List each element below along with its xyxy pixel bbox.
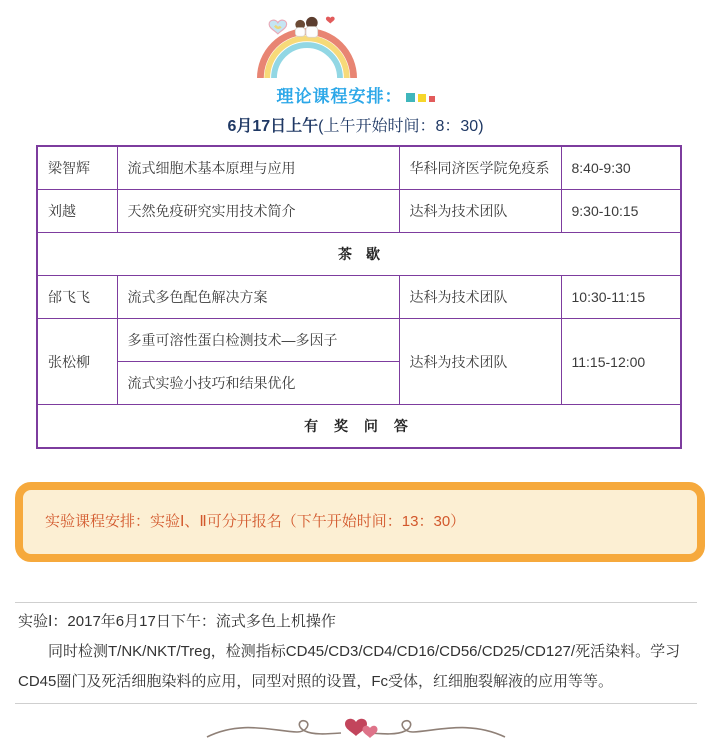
date-subtitle bbox=[0, 113, 711, 136]
page-title-text: 理论课程安排： bbox=[276, 87, 403, 106]
organization-cell: 华科同济医学院免疫系 bbox=[399, 146, 561, 190]
quiz-label: 有 奖 问 答 bbox=[37, 405, 681, 449]
topic-cell: 流式实验小技巧和结果优化 bbox=[117, 362, 399, 405]
heart-flourish-icon bbox=[201, 706, 511, 748]
date-text: 6月17日上午 bbox=[227, 118, 319, 135]
table-row bbox=[37, 190, 681, 233]
organization-cell: 达科为技术团队 bbox=[399, 319, 561, 405]
time-cell: 8:40-9:30 bbox=[561, 146, 681, 190]
organization-cell: 达科为技术团队 bbox=[399, 190, 561, 233]
yellow-square-icon bbox=[418, 94, 426, 102]
header-illustration bbox=[0, 0, 711, 80]
teal-square-icon bbox=[406, 93, 415, 102]
tea-break-row bbox=[37, 233, 681, 276]
page-title bbox=[0, 82, 711, 107]
start-time-text: (上午开始时间：8：30) bbox=[318, 118, 484, 135]
organization-cell: 达科为技术团队 bbox=[399, 276, 561, 319]
speaker-cell: 梁智辉 bbox=[37, 146, 117, 190]
topic-cell: 多重可溶性蛋白检测技术—多因子 bbox=[117, 319, 399, 362]
table-row bbox=[37, 146, 681, 190]
topic-cell: 流式细胞术基本原理与应用 bbox=[117, 146, 399, 190]
small-heart-icon bbox=[326, 17, 335, 24]
divider-line bbox=[15, 703, 697, 704]
time-cell: 11:15-12:00 bbox=[561, 319, 681, 405]
experiment-banner bbox=[15, 482, 705, 562]
speaker-cell: 邰飞飞 bbox=[37, 276, 117, 319]
divider-line bbox=[15, 602, 697, 603]
topic-cell: 天然免疫研究实用技术简介 bbox=[117, 190, 399, 233]
experiment-description bbox=[18, 607, 693, 697]
experiment-paragraph: 同时检测T/NK/NKT/Treg，检测指标CD45/CD3/CD4/CD16/CD56/CD25/CD127/死活染料。学习CD45圈门及死活细胞染料的应用，同型对照的设置，Fc受体，红细胞裂解液的应用等等。 bbox=[18, 643, 681, 690]
table-row bbox=[37, 319, 681, 362]
experiment-banner-text: 实验课程安排：实验Ⅰ、Ⅱ可分开报名（下午开始时间：13：30） bbox=[45, 513, 466, 530]
schedule-table bbox=[36, 145, 682, 449]
speaker-cell: 张松柳 bbox=[37, 319, 117, 405]
time-cell: 9:30-10:15 bbox=[561, 190, 681, 233]
red-square-icon bbox=[429, 96, 435, 102]
topic-cell: 流式多色配色解决方案 bbox=[117, 276, 399, 319]
quiz-row bbox=[37, 405, 681, 449]
time-cell: 10:30-11:15 bbox=[561, 276, 681, 319]
speaker-cell: 刘越 bbox=[37, 190, 117, 233]
footer-decoration bbox=[0, 706, 711, 753]
tea-break-label: 茶 歇 bbox=[37, 233, 681, 276]
experiment-title-line: 实验Ⅰ：2017年6月17日下午：流式多色上机操作 bbox=[18, 613, 336, 630]
rainbow-kids-icon bbox=[248, 14, 366, 80]
table-row bbox=[37, 276, 681, 319]
